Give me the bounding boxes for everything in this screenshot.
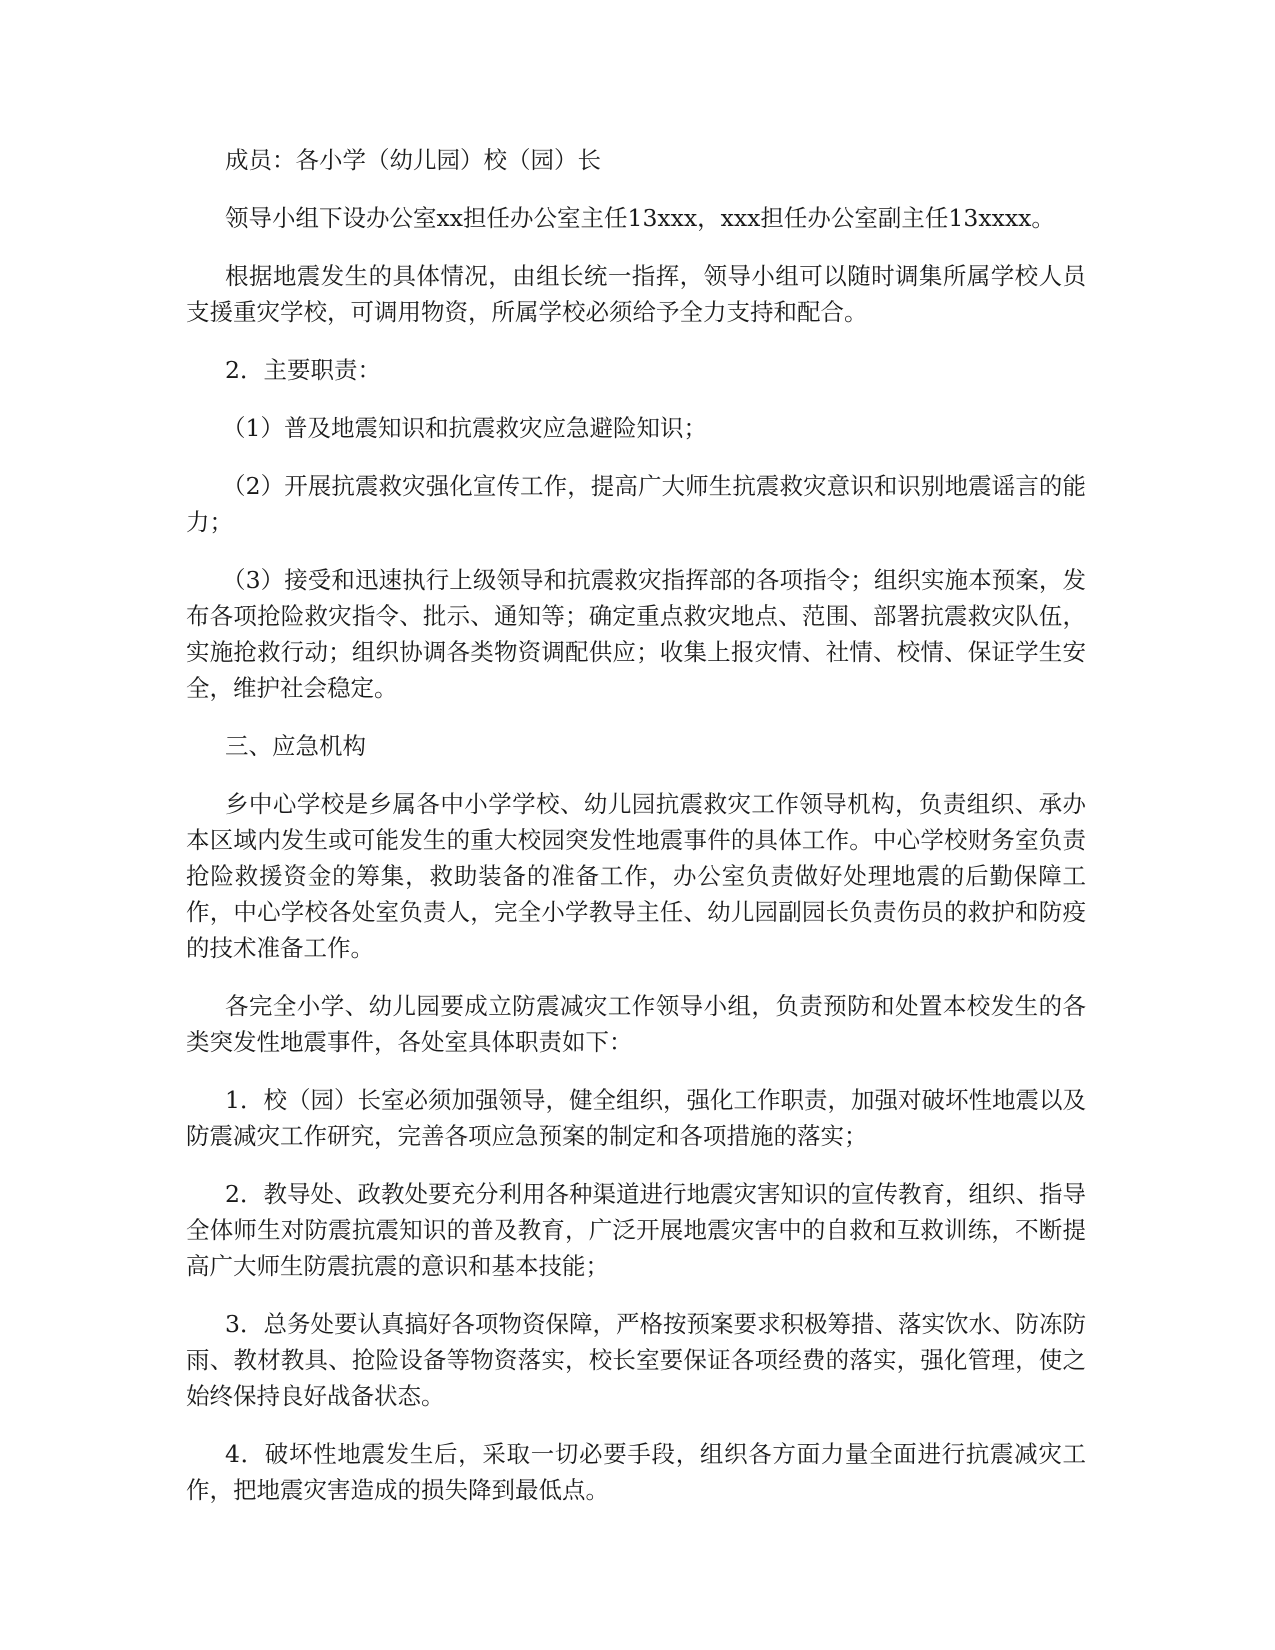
- paragraph-command: 根据地震发生的具体情况，由组长统一指挥，领导小组可以随时调集所属学校人员支援重灾学校，可调用物资，所属学校必须给予全力支持和配合。: [186, 262, 1086, 326]
- paragraph-after-earthquake: 4．破坏性地震发生后，采取一切必要手段，组织各方面力量全面进行抗震减灾工作，把地震灾害造成的损失降到最低点。: [186, 1440, 1086, 1504]
- paragraph-teaching-office: 2．教导处、政教处要充分利用各种渠道进行地震灾害知识的宣传教育，组织、指导全体师生对防震抗震知识的普及教育，广泛开展地震灾害中的自救和互救训练，不断提高广大师生防震抗震的意识和基本技能；: [186, 1180, 1086, 1280]
- paragraph-general-affairs: 3．总务处要认真搞好各项物资保障，严格按预案要求积极筹措、落实饮水、防冻防雨、教材教具、抢险设备等物资落实，校长室要保证各项经费的落实，强化管理，使之始终保持良好战备状态。: [186, 1310, 1086, 1410]
- paragraph-duties-heading: 2．主要职责：: [225, 356, 381, 384]
- paragraph-principal-office: 1．校（园）长室必须加强领导，健全组织，强化工作职责，加强对破坏性地震以及防震减灾工作研究，完善各项应急预案的制定和各项措施的落实；: [186, 1086, 1086, 1150]
- paragraph-office: 领导小组下设办公室xx担任办公室主任13xxx，xxx担任办公室副主任13xxxx。: [225, 204, 1055, 232]
- section-heading-emergency-agency: 三、应急机构: [225, 732, 366, 760]
- paragraph-duty-1: （1）普及地震知识和抗震救灾应急避险知识；: [222, 414, 707, 442]
- paragraph-members: 成员：各小学（幼儿园）校（园）长: [225, 146, 601, 174]
- paragraph-duty-3: （3）接受和迅速执行上级领导和抗震救灾指挥部的各项指令；组织实施本预案，发布各项抢险救灾指令、批示、通知等；确定重点救灾地点、范围、部署抗震救灾队伍，实施抢救行动；组织协调各类物资调配供应；收集上报灾情、社情、校情、保证学生安全，维护社会稳定。: [186, 566, 1086, 702]
- paragraph-leading-group: 各完全小学、幼儿园要成立防震减灾工作领导小组，负责预防和处置本校发生的各类突发性地震事件，各处室具体职责如下：: [186, 992, 1086, 1056]
- paragraph-duty-2: （2）开展抗震救灾强化宣传工作，提高广大师生抗震救灾意识和识别地震谣言的能力；: [186, 472, 1086, 536]
- document-body: [186, 142, 1086, 1530]
- paragraph-central-school: 乡中心学校是乡属各中小学学校、幼儿园抗震救灾工作领导机构，负责组织、承办本区域内发生或可能发生的重大校园突发性地震事件的具体工作。中心学校财务室负责抢险救援资金的筹集，救助装备的准备工作，办公室负责做好处理地震的后勤保障工作，中心学校各处室负责人，完全小学教导主任、幼儿园副园长负责伤员的救护和防疫的技术准备工作。: [186, 790, 1086, 962]
